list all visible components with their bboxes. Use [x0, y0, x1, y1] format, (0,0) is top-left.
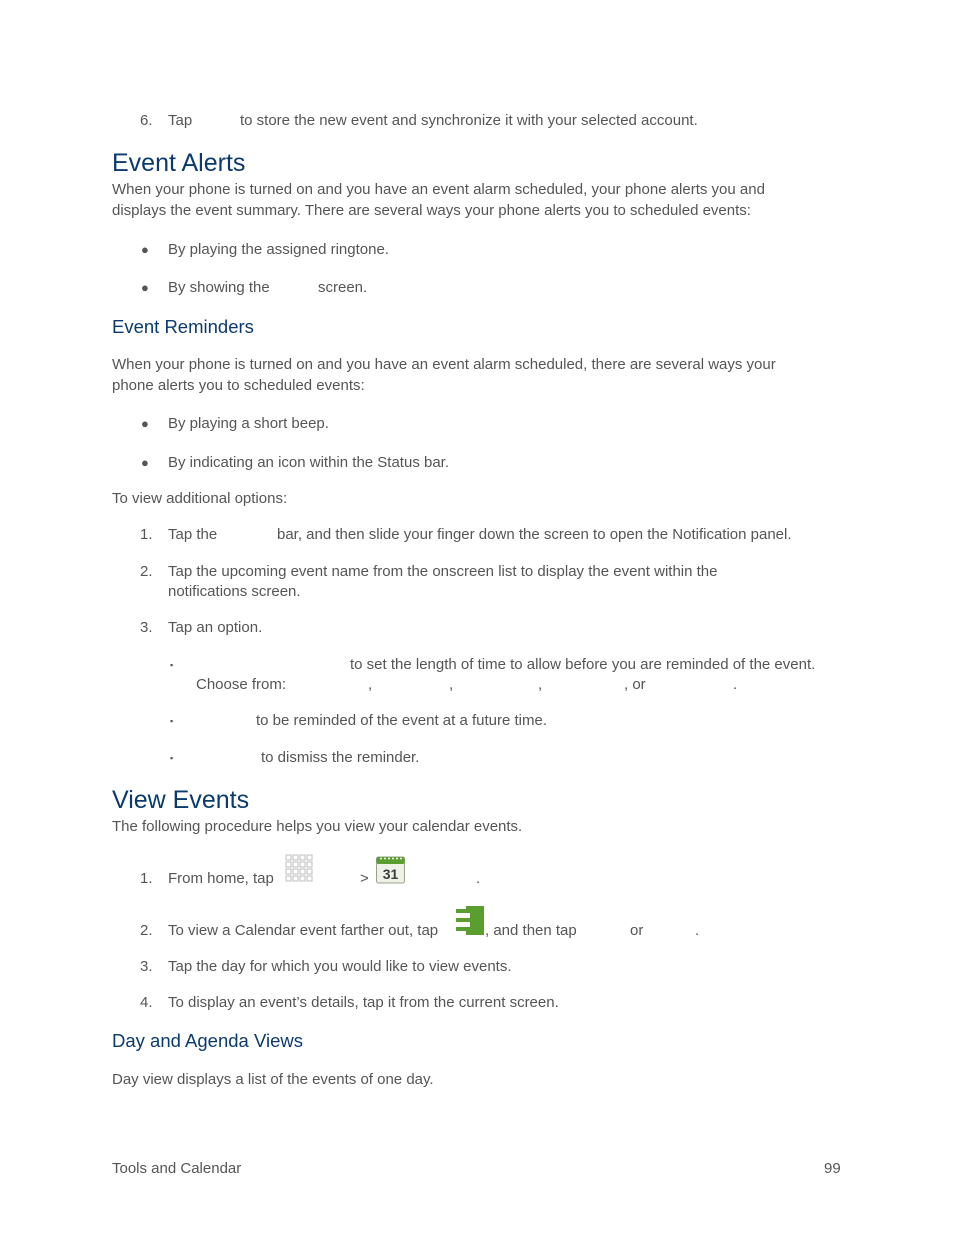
bullet-dot: ● [141, 455, 149, 470]
bullet-text: By playing a short beep. [168, 415, 329, 432]
separator: > [360, 870, 369, 887]
step-text: notifications screen. [168, 583, 301, 600]
calendar-day-label: 31 [382, 866, 399, 882]
sub-option-text: to be reminded of the event at a future time. [256, 712, 548, 729]
bullet-text: By indicating an icon within the Status bar. [168, 454, 450, 471]
step-number: 1. [140, 870, 153, 887]
step-text: Tap [168, 112, 193, 129]
paragraph-line: displays the event summary. There are several ways your phone alerts you to scheduled events: [112, 202, 751, 219]
sub-bullet-square: ▪ [170, 753, 174, 763]
heading-event-reminders: Event Reminders [112, 316, 254, 337]
step-number: 6. [140, 112, 153, 129]
separator: . [733, 676, 738, 693]
step-text: Tap the [168, 526, 218, 543]
step-text: To display an event’s details, tap it from the current screen. [168, 994, 559, 1011]
separator: , [449, 676, 454, 693]
heading-day-agenda-views: Day and Agenda Views [112, 1030, 303, 1051]
paragraph-line: phone alerts you to scheduled events: [112, 377, 365, 394]
footer-page-number: 99 [824, 1160, 841, 1177]
step-text: or [630, 922, 644, 939]
step-number: 2. [140, 563, 153, 580]
heading-event-alerts: Event Alerts [112, 149, 246, 177]
separator: . [476, 870, 481, 887]
paragraph-line: To view additional options: [112, 490, 288, 507]
sub-option-text: to dismiss the reminder. [261, 749, 420, 766]
step-number: 2. [140, 922, 153, 939]
separator: , [368, 676, 373, 693]
calendar-list-icon [456, 906, 484, 935]
bullet-dot: ● [141, 242, 149, 257]
bullet-dot: ● [141, 416, 149, 431]
bullet-dot: ● [141, 280, 149, 295]
bullet-text: By playing the assigned ringtone. [168, 241, 389, 258]
paragraph-line: The following procedure helps you view your calendar events. [112, 818, 523, 835]
paragraph-line: When your phone is turned on and you have an event alarm scheduled, your phone alerts you and [112, 181, 765, 198]
step-text: Tap the day for which you would like to view events. [168, 958, 512, 975]
step-number: 3. [140, 619, 153, 636]
separator: , or [624, 676, 646, 693]
bullet-text: By showing the [168, 279, 270, 296]
bullet-text: screen. [318, 279, 368, 296]
separator: , [538, 676, 543, 693]
apps-grid-icon [285, 854, 314, 883]
separator: . [695, 922, 700, 939]
step-text: From home, tap [168, 870, 274, 887]
sub-option-text: to set the length of time to allow before you are reminded of the event. [350, 656, 816, 673]
sub-option-text: Choose from: [196, 676, 287, 693]
step-text: Tap the upcoming event name from the onscreen list to display the event within the [168, 563, 718, 580]
footer-section-title: Tools and Calendar [112, 1160, 242, 1177]
paragraph-line: Day view displays a list of the events of one day. [112, 1071, 434, 1088]
step-number: 4. [140, 994, 153, 1011]
paragraph-line: When your phone is turned on and you have an event alarm scheduled, there are several ways your [112, 356, 776, 373]
step-text: bar, and then slide your finger down the screen to open the Notification panel. [277, 526, 792, 543]
sub-bullet-square: ▪ [170, 716, 174, 726]
calendar-icon [376, 856, 405, 884]
step-text: Tap an option. [168, 619, 263, 636]
heading-view-events: View Events [112, 786, 250, 814]
sub-bullet-square: ▪ [170, 660, 174, 670]
step-text: , and then tap [485, 922, 577, 939]
step-text: To view a Calendar event farther out, tap [168, 922, 439, 939]
step-number: 1. [140, 526, 153, 543]
step-text: to store the new event and synchronize it with your selected account. [240, 112, 698, 129]
step-number: 3. [140, 958, 153, 975]
